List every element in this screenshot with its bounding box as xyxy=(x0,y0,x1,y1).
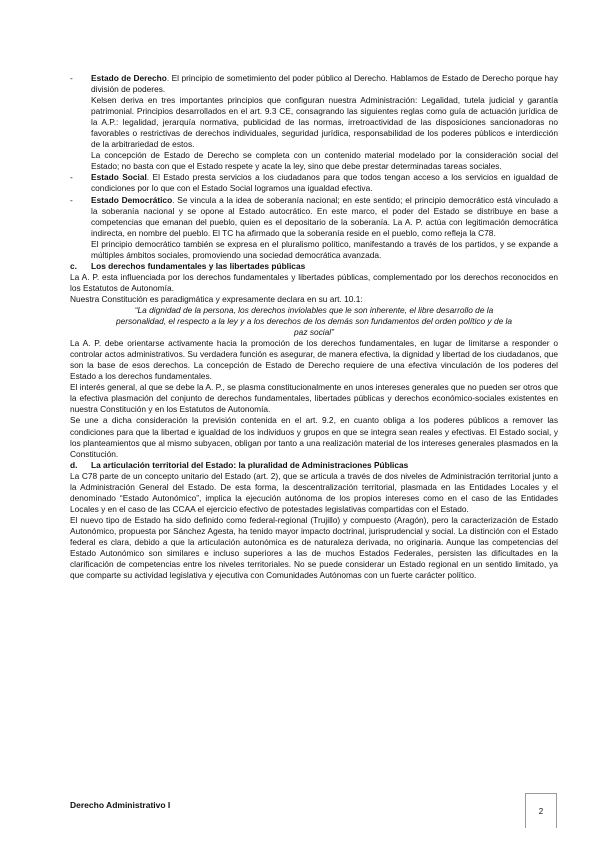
bullet-title: Estado de Derecho xyxy=(91,73,167,83)
bullet-estado-derecho xyxy=(70,73,558,172)
bullet-text: . El Estado presta servicios a los ciudadanos para que todos tengan acceso a los servicios en igualdad de condiciones por lo que con el Estado Social logramos una igualdad efectiva. xyxy=(91,172,559,194)
paragraph xyxy=(91,73,558,95)
bullet-title: Estado Social xyxy=(91,172,147,183)
bullet-text: . Se vincula a la idea de soberanía nacional; en este sentido; el principio democrático está vinculado a la soberanía nacional y se opone al Estado autocrático. En este marco, el poder del Estado se distribuye en base a competencias que emanan del pueblo, quien es el depositario de la soberanía. La A. P. actúa con legitimación democrática indirecta, en nombre del pueblo. El TC ha afirmado que la soberanía reside en el pueblo, como refleja la C78. xyxy=(91,194,558,238)
paragraph: El nuevo tipo de Estado ha sido definido como federal-regional (Trujillo) y compuesto (Aragón), pero la caracterización de Estado Autonómico, propuesta por Sánchez Agesta, ha tenido mayor impacto doctrinal, jurisprudencial y social. La distinción con el Estado federal es clara, debido a que la articulación autonómica es de naturaleza derivada, no originaria. Aunque las competencias del Estado Autonómico son similares e incluso superiores a las de muchos Estados Federales, persisten las dificultades en la clarificación de competencias entre los niveles territoriales. No se puede considerar un Estado regional en un sentido limitado, ya que comparte su actividad legislativa y ejecutiva con Comunidades Autónomas con un fuerte carácter político. xyxy=(70,514,558,581)
section-number: d. xyxy=(70,459,78,470)
paragraph: Nuestra Constitución es paradigmática y expresamente declara en su art. 10.1: xyxy=(70,293,363,304)
page-number-box xyxy=(525,793,557,828)
document-body xyxy=(70,73,558,581)
quotation: “La dignidad de la persona, los derechos inviolables que le son inherente, el libre desarrollo de la personalidad, el respecto a la ley y a los derechos de los demás son fundamentos del orden político y de la paz social” xyxy=(115,304,513,338)
bullet-dash: - xyxy=(70,194,73,205)
section-heading-d xyxy=(70,460,558,471)
paragraph: Kelsen deriva en tres importantes principios que configuran nuestra Administración: Legalidad, tutela judicial y garantía patrimonial. Principios desarrollados en el art. 9.3 CE, consagrando las siguientes reglas como guía de actuación jurídica de la A.P.: legalidad, jerarquía normativa, publicidad de las normas, irretroactividad de las disposiciones sancionadoras no favorables o restrictivas de derechos individuales, seguridad jurídica, responsabilidad de los poderes públicos e interdicción de la arbitrariedad de estos. xyxy=(91,95,558,150)
paragraph: El principio democrático también se expresa en el pluralismo político, manifestando a través de los partidos, y se expande a múltiples ámbitos sociales, promoviendo una sociedad democrática avanzada. xyxy=(91,238,558,260)
section-title: Los derechos fundamentales y las libertades públicas xyxy=(91,260,306,271)
paragraph: La concepción de Estado de Derecho se completa con un contenido material modelado por la consideración social del Estado; no basta con que el Estado respete y acate la ley, sino que debe prestar determinadas tareas sociales. xyxy=(91,150,558,172)
paragraph xyxy=(91,195,558,239)
paragraph: Se une a dicha consideración la previsión contenida en el art. 9.2, en cuanto obliga a los poderes públicos a remover las condiciones para que la libertad e igualdad de los individuos y grupos en que se integra sean reales y efectivas. El Estado social, y los planteamientos que al mismo subyacen, obligan por tanto a una realización material de los intereses generales plasmados en la Constitución. xyxy=(70,415,558,459)
bullet-dash: - xyxy=(70,73,73,83)
section-title: La articulación territorial del Estado: la pluralidad de Administraciones Públicas xyxy=(91,459,409,470)
bullet-estado-social xyxy=(70,172,558,194)
bullet-dash: - xyxy=(70,172,73,183)
paragraph: El interés general, al que se debe la A. P., se plasma constitucionalmente en unos intereses generales que no pueden ser otros que la efectiva plasmación del conjunto de derechos fundamentales, libertades públicas y derechos económico-sociales existentes en nuestra Constitución y en los Estatutos de Autonomía. xyxy=(70,382,558,415)
section-heading-c xyxy=(70,261,558,272)
footer-title: Derecho Administrativo I xyxy=(70,800,171,810)
paragraph: La A. P. esta influenciada por los derechos fundamentales y libertades públicas, complementado por los derechos reconocidos en los Estatutos de Autonomía. xyxy=(70,271,558,293)
page-number: 2 xyxy=(538,807,544,816)
bullet-title: Estado Democrático xyxy=(91,194,173,205)
bullet-text: . El principio de sometimiento del poder público al Derecho. Hablamos de Estado de Derecho porque hay división de poderes. xyxy=(91,73,558,95)
bullet-estado-democratico xyxy=(70,195,558,261)
paragraph xyxy=(91,172,558,194)
section-number: c. xyxy=(70,260,77,271)
paragraph: La A. P. debe orientarse activamente hacia la promoción de los derechos fundamentales, en lugar de limitarse a responder o controlar actos administrativos. Su verdadera función es asegurar, de manera efectiva, la dignidad y libertad de los ciudadanos, que son la base de esos derechos. La concepción de Estado de Derecho requiere de una efectiva vinculación de los poderes del Estado a los derechos fundamentales. xyxy=(70,338,558,382)
paragraph: La C78 parte de un concepto unitario del Estado (art. 2), que se articula a través de dos niveles de Administración territorial junto a la Administración General del Estado. De esta forma, la descentralización territorial, plasmada en las Entidades Locales y el denominado “Estado Autonómico”, implica la ejecución autónoma de los propios intereses como en el caso de las Entidades Locales y en el caso de las CCAA el ejercicio efectivo de potestades legislativas compartidas con el Estado. xyxy=(70,470,558,514)
